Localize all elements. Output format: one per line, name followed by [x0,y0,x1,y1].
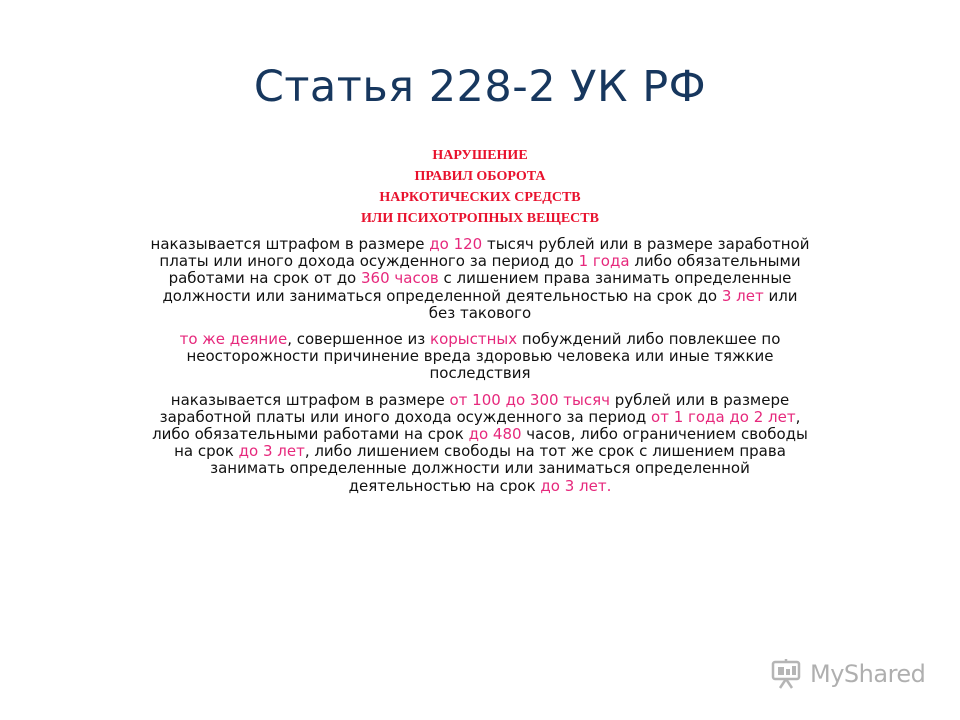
watermark-text: MyShared [810,660,926,688]
text-run: тысяч рублей или в размере заработной платы или иного дохода осужденного за период до [159,235,810,271]
text-run: наказывается штрафом в размере [150,235,430,253]
highlighted-term: корыстных [430,330,518,349]
paragraph-penalty-basic [150,236,810,322]
highlighted-term: до 3 лет. [540,476,612,495]
highlighted-term: от 1 года до 2 лет [651,407,796,426]
heading-line: ИЛИ ПСИХОТРОПНЫХ ВЕЩЕСТВ [361,211,599,226]
heading-line: НАРУШЕНИЕ [432,148,528,163]
article-heading [0,145,960,229]
paragraph-aggravated-act [150,331,810,383]
text-run: наказывается штрафом в размере [170,390,450,409]
myshared-watermark [770,656,930,692]
presentation-board-icon [770,658,804,690]
text-run: с лишением права занимать определенные должности или заниматься определенной деятельностью на срок до [162,269,792,305]
paragraph-penalty-aggravated [150,392,810,495]
highlighted-term: от 100 до 300 тысяч [449,390,611,409]
heading-line: ПРАВИЛ ОБОРОТА [414,169,546,184]
text-run: , совершенное из [287,330,431,349]
heading-line: НАРКОТИЧЕСКИХ СРЕДСТВ [379,190,581,205]
highlighted-term: 360 часов [361,269,439,288]
slide-title: Статья 228-2 УК РФ [253,62,707,112]
highlighted-term: 1 года [578,252,630,271]
text-run: часов, либо ограничением свободы на срок [174,425,808,461]
highlighted-term: 3 лет [721,286,764,305]
article-body [150,236,810,504]
text-run: либо обязательными работами на срок от до [168,252,801,288]
highlighted-term: то же деяние [179,330,288,349]
highlighted-term: до 120 [429,235,483,253]
text-run: побуждений либо повлекшее по неосторожности причинение вреда здоровью человека или иные тяжкие последствия [186,330,781,383]
highlighted-term: до 480 [468,425,522,444]
text-run: , либо обязательными работами на срок [152,407,801,444]
highlighted-term: до 3 лет [238,442,305,461]
text-run: рублей или в размере заработной платы или иного дохода осужденного за период [159,390,790,426]
text-run: , либо лишением свободы на тот же срок с лишением права занимать определенные должности или заниматься определенной деятельностью на срок [210,442,786,495]
text-run: или без такового [428,286,798,322]
